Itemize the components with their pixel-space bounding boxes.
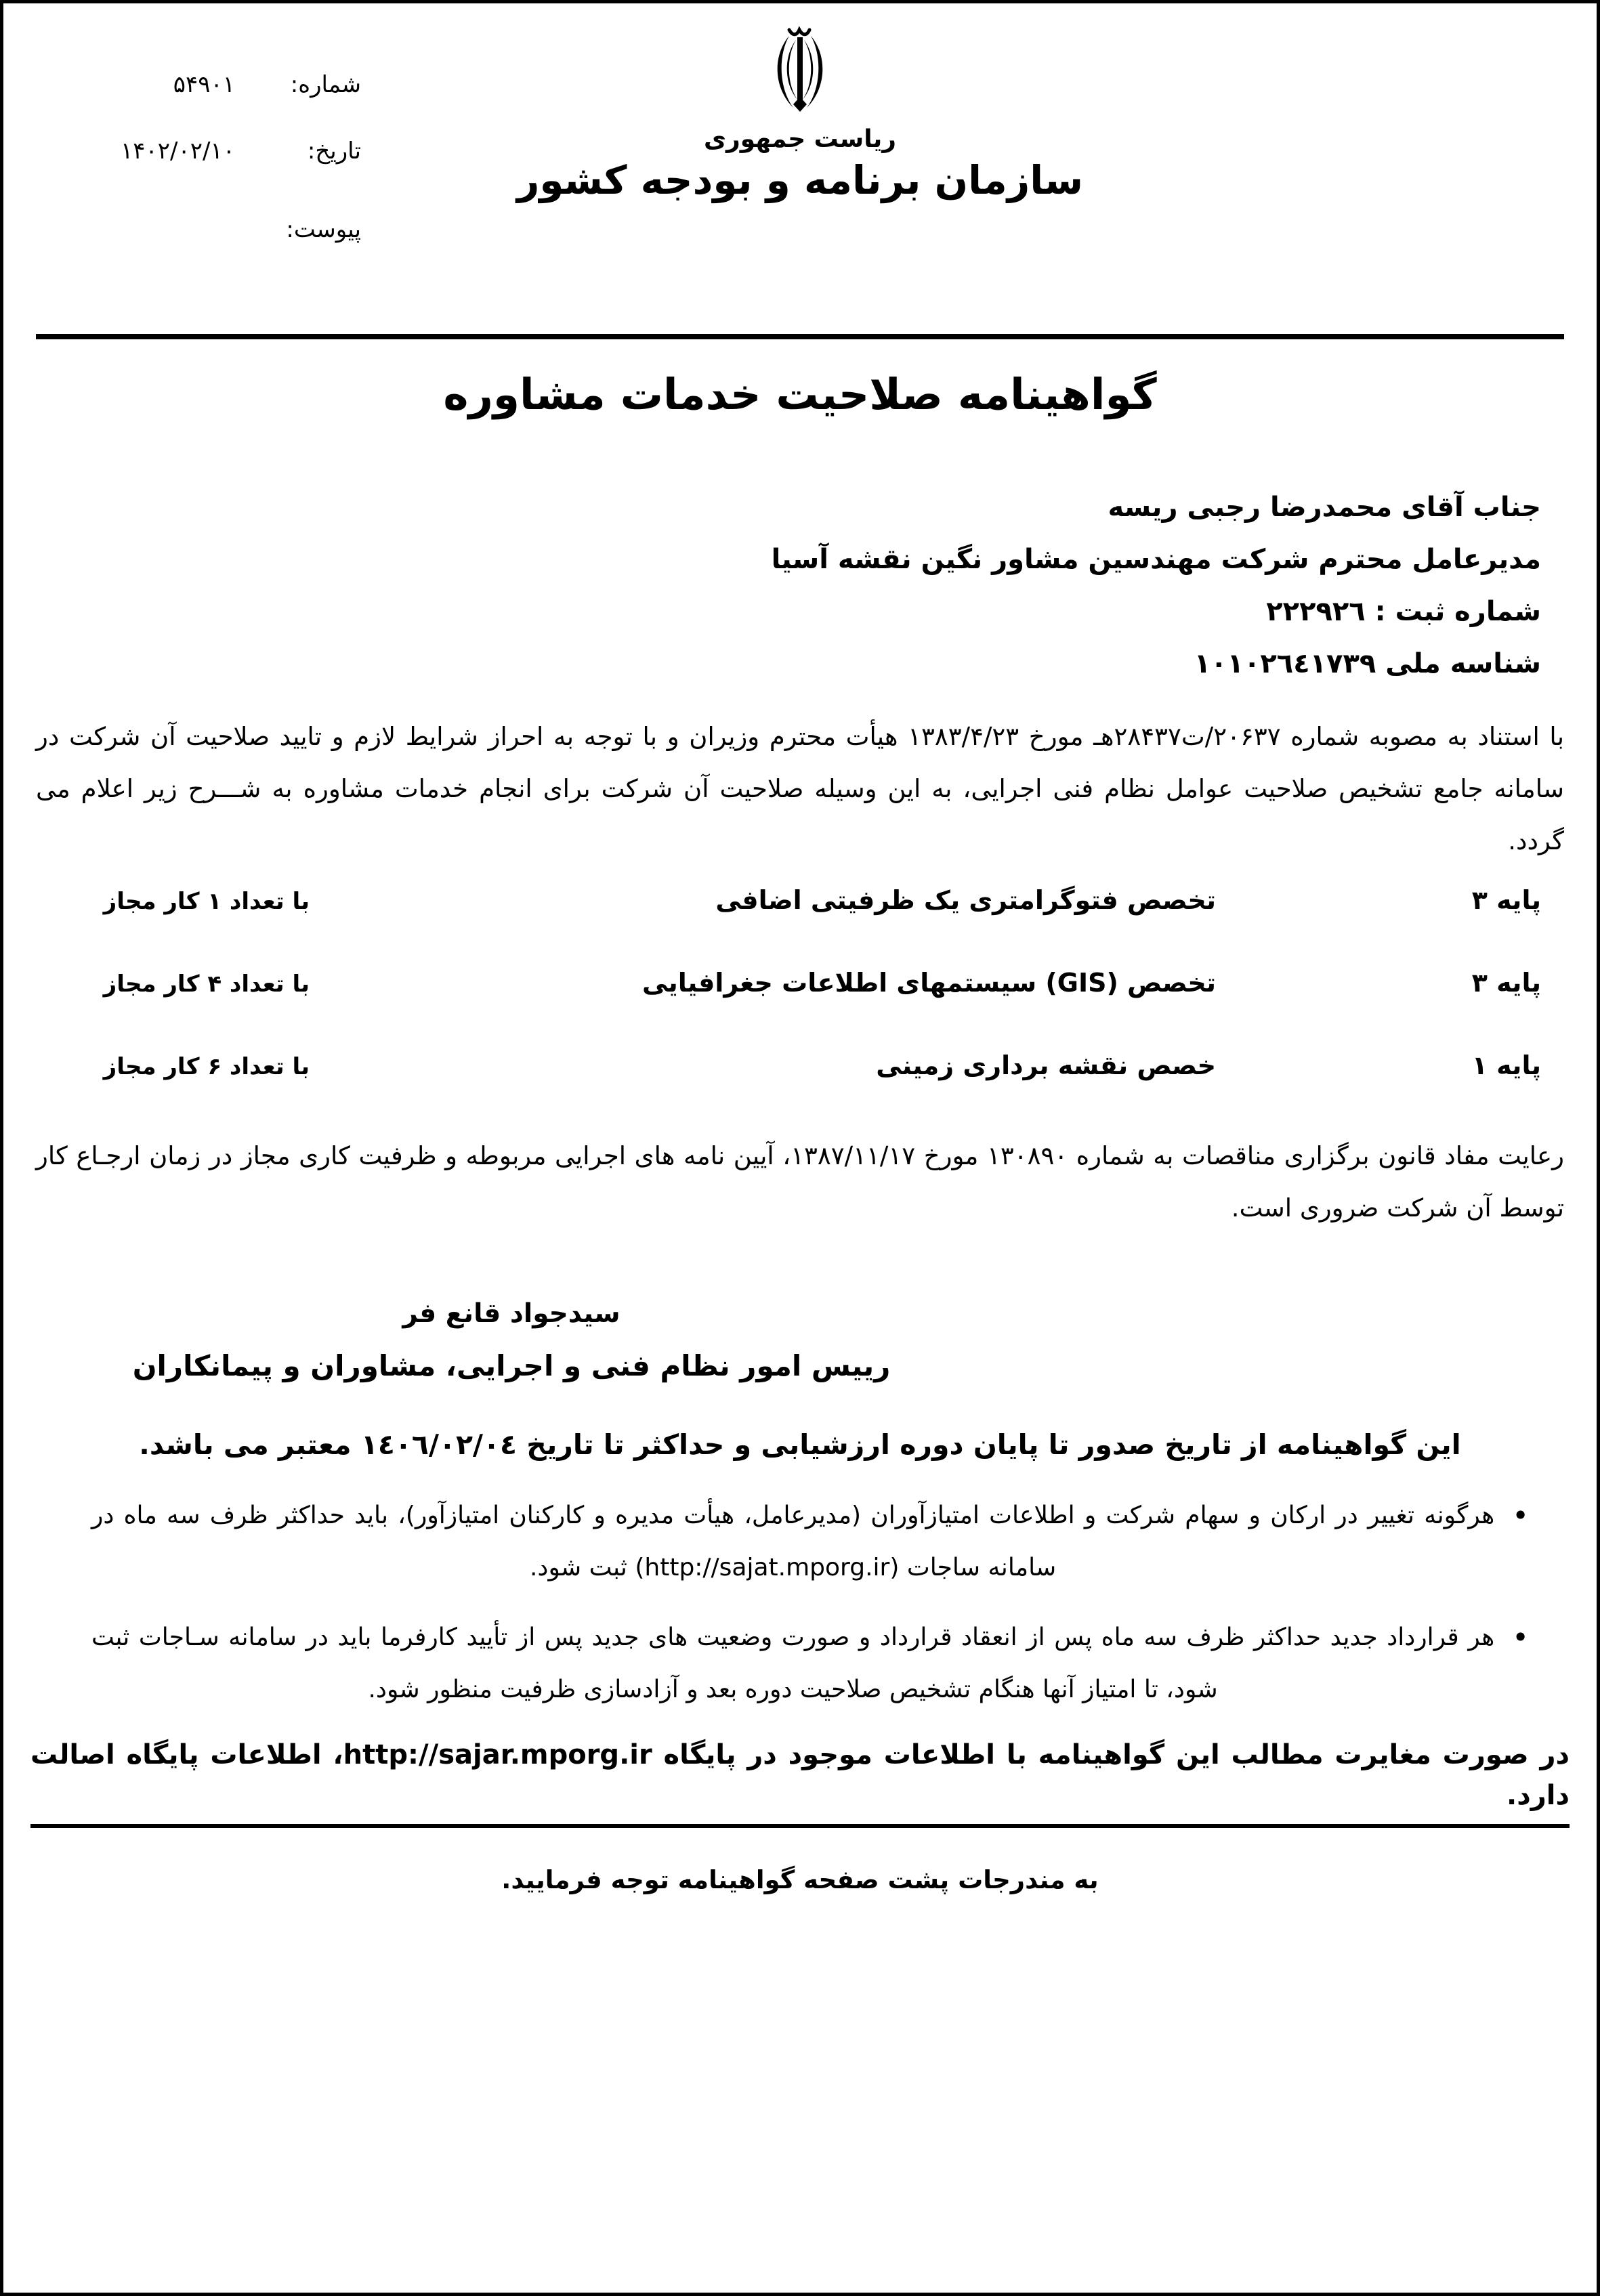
field-attachment	[97, 215, 361, 245]
note-text: هر قرارداد جدید حداکثر ظرف سه ماه پس از انعقاد قرارداد و صورت وضعیت های جدید پس از تأیید کارفرما باید در سامانه سـاجات ثبت شود، تا امتیاز آنها هنگام تشخیص صلاحیت دوره بعد و آزادسازی ظرفیت منظور شود.	[91, 1623, 1495, 1703]
addressee-block	[59, 482, 1541, 690]
qual-specialty: تخصص فتوگرامتری یک ظرفیتی اضافی	[715, 885, 1216, 915]
bullet-icon: •	[1512, 1499, 1529, 1532]
notes-list	[91, 1489, 1529, 1716]
national-id: شناسه ملی ١٠١٠٢٦٤١٧٣٩	[1194, 648, 1541, 679]
back-page-note: به مندرجات پشت صفحه گواهینامه توجه فرمایید.	[501, 1865, 1099, 1894]
qualification-table	[59, 882, 1541, 1085]
validity-statement: این گواهینامه از تاریخ صدور تا پایان دوره ارزشیابی و حداکثر تا تاریخ ١٤٠٦/٠٢/٠٤ معتبر می باشد.	[139, 1428, 1461, 1461]
qual-grade: پایه ۱	[1471, 1050, 1541, 1080]
qual-grade: پایه ۳	[1471, 968, 1541, 998]
qual-capacity: با تعداد ۶ کار مجاز	[103, 1053, 310, 1080]
registration-number: شماره ثبت : ٢٢٢٩٢٦	[1266, 596, 1541, 627]
certificate-title: گواهینامه صلاحیت خدمات مشاوره	[443, 370, 1157, 419]
qual-specialty: تخصص (GIS) سیستمهای اطلاعات جغرافیایی	[642, 968, 1216, 998]
authenticity-warning: در صورت مغایرت مطالب این گواهینامه با اطلاعات موجود در پایگاه http://sajar.mporg.ir، اطلاعات پایگاه اصالت دارد.	[30, 1735, 1570, 1828]
signatory-name: سیدجواد قانع فر	[402, 1298, 620, 1329]
intro-paragraph: با استناد به مصوبه شماره ۲۰۶۳۷/ت۲۸۴۳۷هـ مورخ ۱۳۸۳/۴/۲۳ هیأت محترم وزیران و با توجه به احراز شرایط لازم و تایید صلاحیت آن شرکت در سامانه جامع تشخیص صلاحیت عوامل نظام فنی اجرایی، به این وسیله صلاحیت آن شرکت برای انجام خدمات مشاوره به شـــرح زیر اعلام می گردد.	[36, 722, 1564, 855]
note-text: هرگونه تغییر در ارکان و سهام شرکت و اطلاعات امتیازآوران (مدیرعامل، هیأت مدیره و کارکنان امتیازآور)، باید حداکثر ظرف سه ماه در سامانه ساجات (http://sajat.mporg.ir) ثبت شود.	[91, 1502, 1495, 1581]
field-number	[97, 70, 361, 100]
addressee-role: مدیرعامل محترم شرکت مهندسین مشاور نگین نقشه آسیا	[771, 544, 1541, 575]
letterhead	[3, 3, 1597, 314]
field-number-label: شماره:	[290, 71, 361, 98]
field-date-label: تاریخ:	[307, 137, 361, 165]
header-divider	[36, 334, 1564, 339]
field-date	[97, 136, 361, 166]
signature-block	[105, 1298, 918, 1382]
field-number-value: ۵۴۹۰۱	[173, 71, 235, 98]
logo-organization-text: سازمان برنامه و بودجه کشور	[516, 157, 1084, 203]
qual-capacity: با تعداد ۴ کار مجاز	[103, 971, 310, 998]
addressee-name: جناب آقای محمدرضا رجبی ریسه	[1108, 492, 1541, 523]
logo-authority-text: ریاست جمهوری	[704, 125, 896, 153]
note-item	[91, 1489, 1529, 1594]
bullet-icon: •	[1512, 1621, 1529, 1654]
note-item	[91, 1611, 1529, 1716]
signatory-title: رییس امور نظام فنی و اجرایی، مشاوران و پیمانکاران	[132, 1349, 891, 1382]
qualification-row	[59, 964, 1541, 1002]
field-attachment-label: پیوست:	[286, 216, 361, 243]
field-date-value: ۱۴۰۲/۰۲/۱۰	[120, 137, 235, 165]
letterhead-fields	[97, 70, 361, 245]
law-paragraph: رعایت مفاد قانون برگزاری مناقصات به شماره ۱۳۰۸۹۰ مورخ ۱۳۸۷/۱۱/۱۷، آیین نامه های اجرایی مربوطه و ظرفیت کاری مجاز در زمان ارجـاع کار توسط آن شرکت ضروری است.	[36, 1141, 1564, 1223]
qualification-row	[59, 1047, 1541, 1085]
qual-specialty: خصص نقشه برداری زمینی	[876, 1050, 1216, 1080]
qual-grade: پایه ۳	[1471, 885, 1541, 915]
qual-capacity: با تعداد ۱ کار مجاز	[103, 888, 310, 915]
qualification-row	[59, 882, 1541, 920]
